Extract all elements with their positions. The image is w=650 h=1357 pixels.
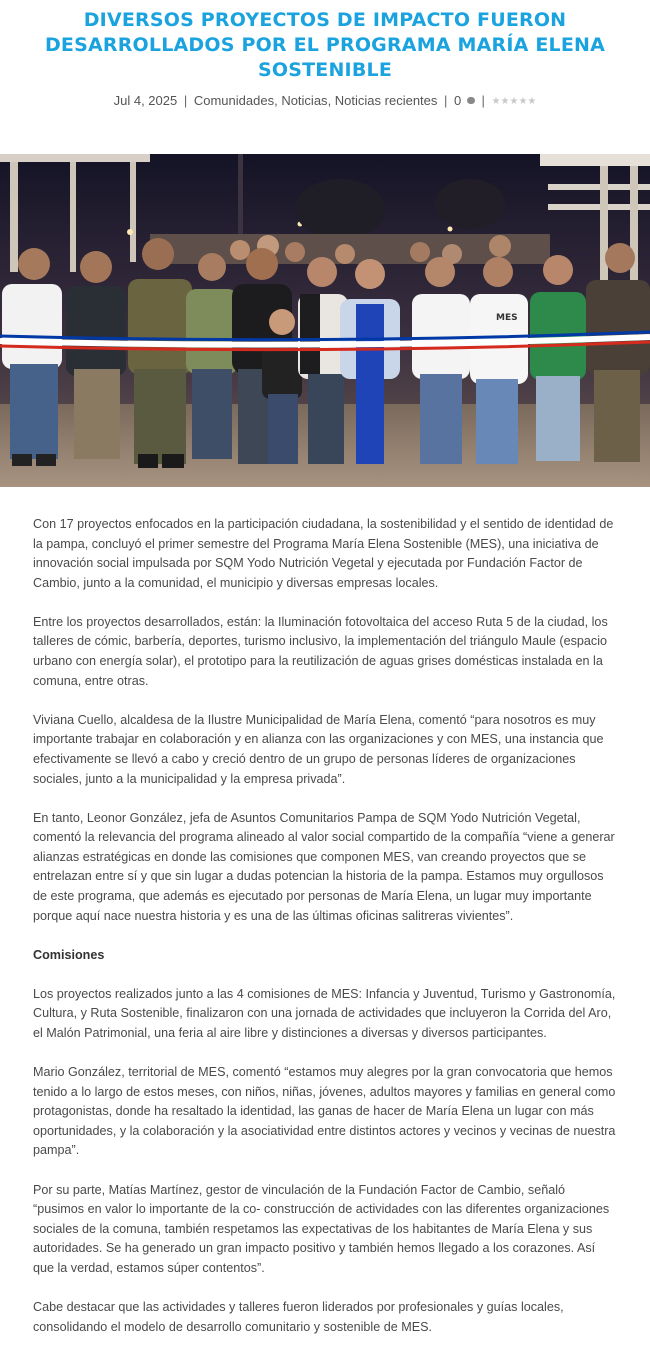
meta-separator: |	[183, 93, 188, 108]
crowd	[2, 235, 650, 468]
paragraph: Mario González, territorial de MES, comentó “estamos muy alegres por la gran convocatoria que hemos tenido a lo largo de estos meses, con niños, niñas, jóvenes, adultos mayores y familias en general como protagonistas, donde ha resaltado la identidad, las ganas de hacer de María Elena un lugar con más oportunidades, y la colaboración y la asociatividad entre distintos actores y vecinos y vecinas de nuestra pampa”.	[33, 1065, 616, 1158]
post-date: Jul 4, 2025	[113, 93, 178, 108]
comments-link[interactable]	[454, 93, 475, 108]
paragraph: Cabe destacar que las actividades y talleres fueron liderados por profesionales y guías locales, consolidando el modelo de desarrollo comunitario y sostenible de MES.	[33, 1300, 564, 1334]
category-link-noticias[interactable]: Noticias	[281, 93, 328, 108]
paragraph: En tanto, Leonor González, jefa de Asuntos Comunitarios Pampa de SQM Yodo Nutrición Vegetal, comentó la relevancia del programa alineado al valor social compartido de la compañía “viene a generar alianzas estratégicas en donde las comisiones que componen MES, van creando proyectos que se entrelazan entre sí y que sin lugar a dudas potencian la historia de la pampa. Estamos muy orgullosos de este programa, que además es ejecutado por personas de María Elena, un lugar muy importante porque aquí nace nuestra historia y es una de las últimas oficinas salitreras vivientes”.	[33, 810, 615, 923]
comment-count: 0	[454, 93, 462, 108]
ribbon-cutting-photo	[0, 154, 650, 487]
article-header	[0, 0, 650, 111]
paragraph: Por su parte, Matías Martínez, gestor de vinculación de la Fundación Factor de Cambio, señaló “pusimos en valor lo importante de la co- construcción de actividades con las diferentes organizaciones sociales de la comuna, también respetamos las expectativas de los habitantes de María Elena y sus autoridades. Se ha generado un gran impacto positivo y también hemos llegado a los corazones. Así que la verdad, estamos súper contentos”.	[33, 1182, 610, 1275]
paragraph: Los proyectos realizados junto a las 4 comisiones de MES: Infancia y Juventud, Turismo y Gastronomía, Cultura, y Ruta Sostenible, finalizaron con una jornada de actividades que incluyeron la Corrida del Aro, el Malón Patrimonial, una feria al aire libre y distinciones a diversas y diversos participantes.	[33, 986, 616, 1040]
post-meta	[20, 93, 630, 111]
rating-stars-icon[interactable]: ★★★★★	[491, 96, 537, 107]
comment-bubble-icon	[467, 97, 475, 104]
paragraph: Entre los proyectos desarrollados, están: la Iluminación fotovoltaica del acceso Ruta 5 de la ciudad, los talleres de cómic, barbería, deportes, turismo inclusivo, la implementación del triángulo Maule (espacio urbano con energía solar), el prototipo para la reutilización de aguas grises domésticas instalada en la comuna, entre otras.	[33, 614, 608, 688]
category-separator: ,	[274, 93, 282, 108]
paragraph: Con 17 proyectos enfocados en la participación ciudadana, la sostenibilidad y el sentido de identidad de la pampa, concluyó el primer semestre del Programa María Elena Sostenible (MES), una iniciativa de innovación social impulsada por SQM Yodo Nutrición Vegetal y ejecutada por Fundación Factor de Cambio, junto a la comunidad, el municipio y diversas empresas locales.	[33, 517, 614, 590]
paragraph: Viviana Cuello, alcaldesa de la Ilustre Municipalidad de María Elena, comentó “para nosotros es muy importante trabajar en colaboración y en alianza con las organizaciones y con MES, una instancia que efectivamente se llevó a cabo y creció dentro de un grupo de personas líderes de organizaciones sociales, junto a la municipalidad y la empresa privada”.	[33, 712, 604, 786]
section-heading: Comisiones	[33, 947, 105, 962]
article-title: DIVERSOS PROYECTOS DE IMPACTO FUERON DESARROLLADOS POR EL PROGRAMA MARÍA ELENA SOSTENIBLE	[44, 9, 606, 81]
article-body	[33, 515, 617, 1357]
meta-separator: |	[444, 93, 448, 108]
category-link-noticias-recientes[interactable]: Noticias recientes	[334, 93, 438, 108]
featured-photo	[0, 154, 650, 487]
mes-shirt-text: MES	[496, 313, 518, 323]
category-separator: ,	[327, 93, 335, 108]
meta-separator: |	[481, 93, 485, 108]
category-link-comunidades[interactable]: Comunidades	[193, 93, 275, 108]
roof-right	[540, 154, 650, 166]
roof-left	[0, 154, 150, 162]
